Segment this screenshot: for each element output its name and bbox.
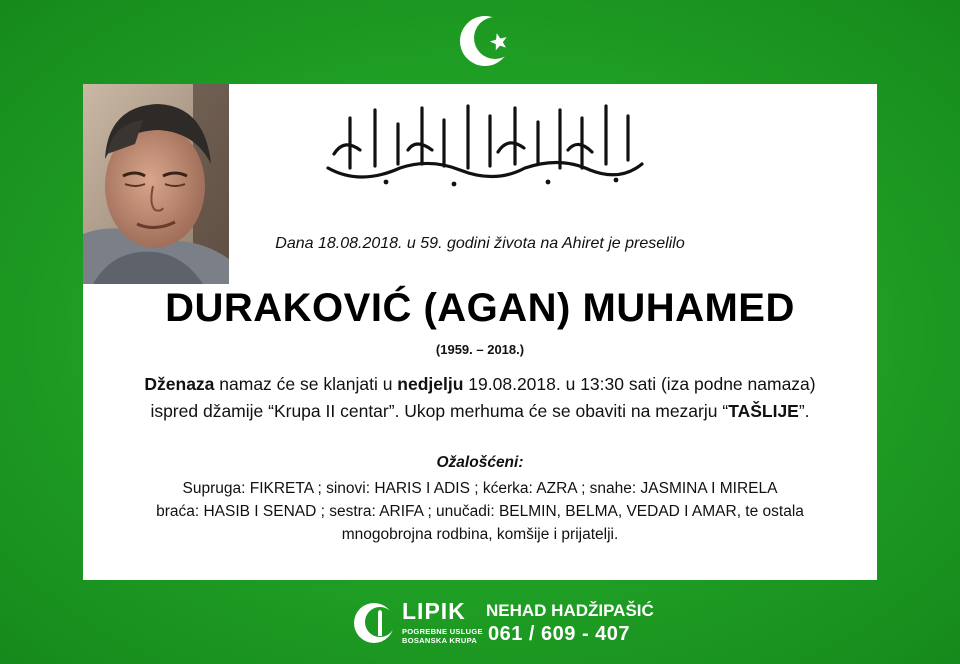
lipik-logo-icon bbox=[354, 600, 396, 646]
funeral-text-a: namaz će se klanjati u bbox=[214, 374, 398, 394]
logo-name: LIPIK bbox=[402, 598, 466, 624]
mourners-line: mnogobrojna rodbina, komšije i prijatelji. bbox=[341, 526, 619, 543]
contact-phone: 061 / 609 - 407 bbox=[488, 623, 631, 645]
portrait-photo bbox=[83, 84, 229, 284]
intro-text: Dana 18.08.2018. u 59. godini života na Ahiret je preselilo bbox=[275, 235, 685, 252]
logo-subtitle bbox=[402, 627, 483, 645]
deceased-name: DURAKOVIĆ (AGAN) MUHAMED bbox=[165, 286, 795, 330]
mourners-title: Ožalošćeni: bbox=[436, 454, 524, 471]
funeral-text-d: ”. bbox=[798, 401, 810, 421]
life-years: (1959. – 2018.) bbox=[435, 342, 525, 357]
logo-subtitle-line: POGREBNE USLUGE bbox=[402, 627, 483, 636]
mourners-line: Supruga: FIKRETA ; sinovi: HARIS I ADIS ; kćerka: AZRA ; snahe: JASMINA I MIRELA bbox=[182, 480, 778, 497]
arabic-calligraphy bbox=[320, 98, 650, 193]
funeral-info bbox=[83, 371, 877, 425]
crescent-star-icon bbox=[455, 10, 517, 72]
funeral-text-b: 19.08.2018. u 13:30 sati (iza podne namaza) bbox=[463, 374, 816, 394]
funeral-text-c: ispred džamije “Krupa II centar”. Ukop merhuma će se obaviti na mezarju “ bbox=[150, 401, 729, 421]
cemetery-name: TAŠLIJE bbox=[728, 401, 799, 421]
obituary-card bbox=[83, 84, 877, 580]
mourners-list bbox=[83, 477, 877, 546]
contact-name: NEHAD HADŽIPAŠIĆ bbox=[486, 601, 654, 620]
funeral-day: nedjelju bbox=[397, 374, 464, 394]
logo-subtitle-line: BOSANSKA KRUPA bbox=[402, 636, 478, 645]
mourners-line: braća: HASIB I SENAD ; sestra: ARIFA ; unučadi: BELMIN, BELMA, VEDAD I AMAR, te ostala bbox=[156, 503, 804, 520]
funeral-term: Dženaza bbox=[144, 374, 215, 394]
